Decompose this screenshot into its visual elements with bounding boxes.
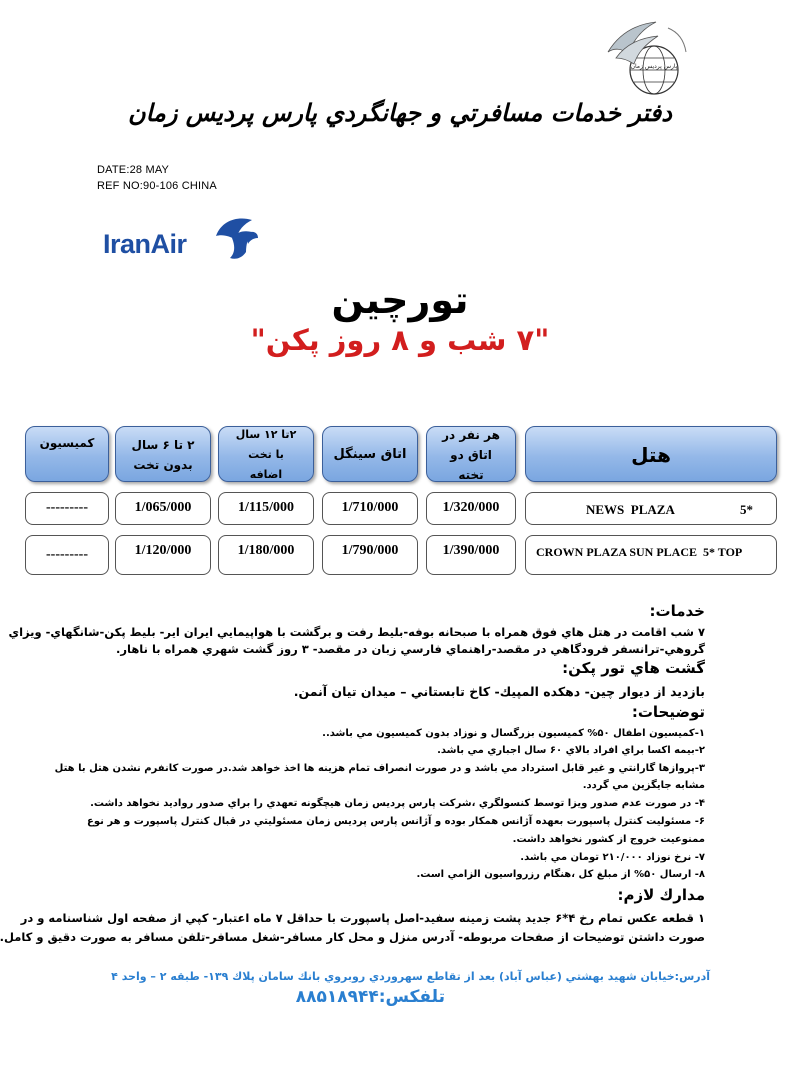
table-row-2-single: 1/790/000 bbox=[322, 535, 418, 575]
hotel-name: CROWN PLAZA SUN PLACE 5* TOP bbox=[536, 545, 743, 559]
table-row-1-double: 1/320/000 bbox=[426, 492, 516, 525]
header-extra-bed: ۲تا ۱۲ سال با تخت اضافه bbox=[218, 426, 314, 482]
table-row-1-commission: --------- bbox=[25, 492, 109, 525]
table-row-1-hotel bbox=[525, 492, 777, 525]
note-item: ۷- نرخ نوزاد ۲۱۰/۰۰۰ تومان مي باشد. bbox=[520, 852, 705, 863]
services-line-1: ۷ شب اقامت در هتل هاي فوق همراه با صبحانه بوفه-بليط رفت و برگشت با هواپيمايي ايران اير- بليط پكن-شانگهاي- ويزاي bbox=[8, 625, 705, 639]
table-row-2-extra-bed: 1/180/000 bbox=[218, 535, 314, 575]
table-row-1-extra-bed: 1/115/000 bbox=[218, 492, 314, 525]
documents-line-2: صورت داشتن توضيحات از صفحات مربوطه- آدرس منزل و محل كار مسافر-شغل مسافر-تلفن مسافر به صورت دقيق و كامل. bbox=[0, 930, 705, 944]
footer-address: آدرس:خيابان شهيد بهشتي (عباس آباد) بعد از تقاطع سهروردي روبروي بانك سامان پلاك ۱۳۹- طبقه ۲ – واحد ۴ bbox=[111, 970, 710, 983]
table-row-2-no-bed: 1/120/000 bbox=[115, 535, 211, 575]
tour-heading: گشت هاي تور پكن: bbox=[562, 659, 705, 677]
table-row-2-commission: --------- bbox=[25, 535, 109, 575]
note-item: ۳-پروازها گارانتي و غير قابل استرداد مي باشد و در صورت انصراف تمام هزينه ها اخذ خواهد شد.در صورت كانفرم نشدن هتل با هتل bbox=[54, 763, 705, 774]
header-commission: كميسيون bbox=[25, 426, 109, 482]
header-hotel: هتل bbox=[525, 426, 777, 482]
hotel-name: NEWS PLAZA bbox=[586, 502, 675, 517]
agency-globe-logo bbox=[598, 18, 700, 108]
iranair-logo-text: IranAir bbox=[103, 229, 187, 259]
note-item: ۴- در صورت عدم صدور ويزا توسط كنسولگري ،شركت پارس پرديس زمان هيچگونه تعهدي را براي صدور رواديد نخواهد داشت. bbox=[90, 798, 705, 809]
tour-title: تورچين bbox=[331, 278, 469, 322]
note-item: ۸- ارسال ۵۰% از مبلغ كل ،هنگام رزرواسيون الزامي است. bbox=[416, 869, 705, 880]
table-row-1-no-bed: 1/065/000 bbox=[115, 492, 211, 525]
agency-name: دفتر خدمات مسافرتي و جهانگردي پارس پرديس زمان bbox=[128, 98, 672, 127]
documents-heading: مدارك لازم: bbox=[617, 886, 705, 904]
date-line: DATE:28 MAY bbox=[97, 164, 170, 176]
note-item: ۱-كميسيون اطفال ۵۰% كميسيون بزرگسال و نوزاد بدون كميسيون مي باشد.. bbox=[322, 728, 705, 739]
table-row-2-hotel bbox=[525, 535, 777, 575]
iranair-homa-icon bbox=[212, 214, 260, 264]
header-no-bed: ۲ تا ۶ سال بدون تخت bbox=[115, 426, 211, 482]
note-item: مشابه جايگزين مي گردد. bbox=[582, 780, 705, 791]
note-item: ممنوعيت خروج از كشور نخواهد داشت. bbox=[512, 834, 705, 845]
note-item: ۶- مسئوليت كنترل پاسپورت بعهده آژانس همكار بوده و آژانس پارس پرديس زمان مسئوليتي در قبال كنترل پاسپورت و هر نوع bbox=[87, 816, 705, 827]
hotel-star: 5* bbox=[740, 502, 753, 517]
header-single-room: اتاق سينگل bbox=[322, 426, 418, 482]
tour-subtitle: "۷ شب و ۸ روز پكن" bbox=[250, 323, 550, 357]
tour-line: بازديد از ديوار چين- دهكده المپيك- كاخ تابستاني – ميدان تيان آنمن. bbox=[293, 684, 705, 699]
logo-caption: پارس پرديس زمان bbox=[630, 63, 678, 70]
footer-phone: تلفكس:۸۸۵۱۸۹۴۴ bbox=[295, 987, 445, 1007]
services-line-2: گروهي-ترانسفر فرودگاهي در مقصد-راهنماي فارسي زبان در مقصد- ۳ روز گشت شهري همراه با ناهار. bbox=[116, 642, 705, 656]
services-heading: خدمات: bbox=[649, 602, 705, 620]
ref-number: REF NO:90-106 CHINA bbox=[97, 180, 217, 192]
table-row-1-single: 1/710/000 bbox=[322, 492, 418, 525]
notes-heading: توضيحات: bbox=[631, 703, 705, 721]
documents-line-1: ۱ قطعه عكس تمام رخ ۴*۶ جديد پشت زمينه سفيد-اصل پاسپورت با حداقل ۷ ماه اعتبار- كپي از صفحه اول شناسنامه و در bbox=[20, 911, 705, 925]
table-row-2-double: 1/390/000 bbox=[426, 535, 516, 575]
header-double-room: هر نفر در اتاق دو تخته bbox=[426, 426, 516, 482]
note-item: ۲-بيمه اكسا براي افراد بالاي ۶۰ سال اجباري مي باشد. bbox=[437, 745, 705, 756]
